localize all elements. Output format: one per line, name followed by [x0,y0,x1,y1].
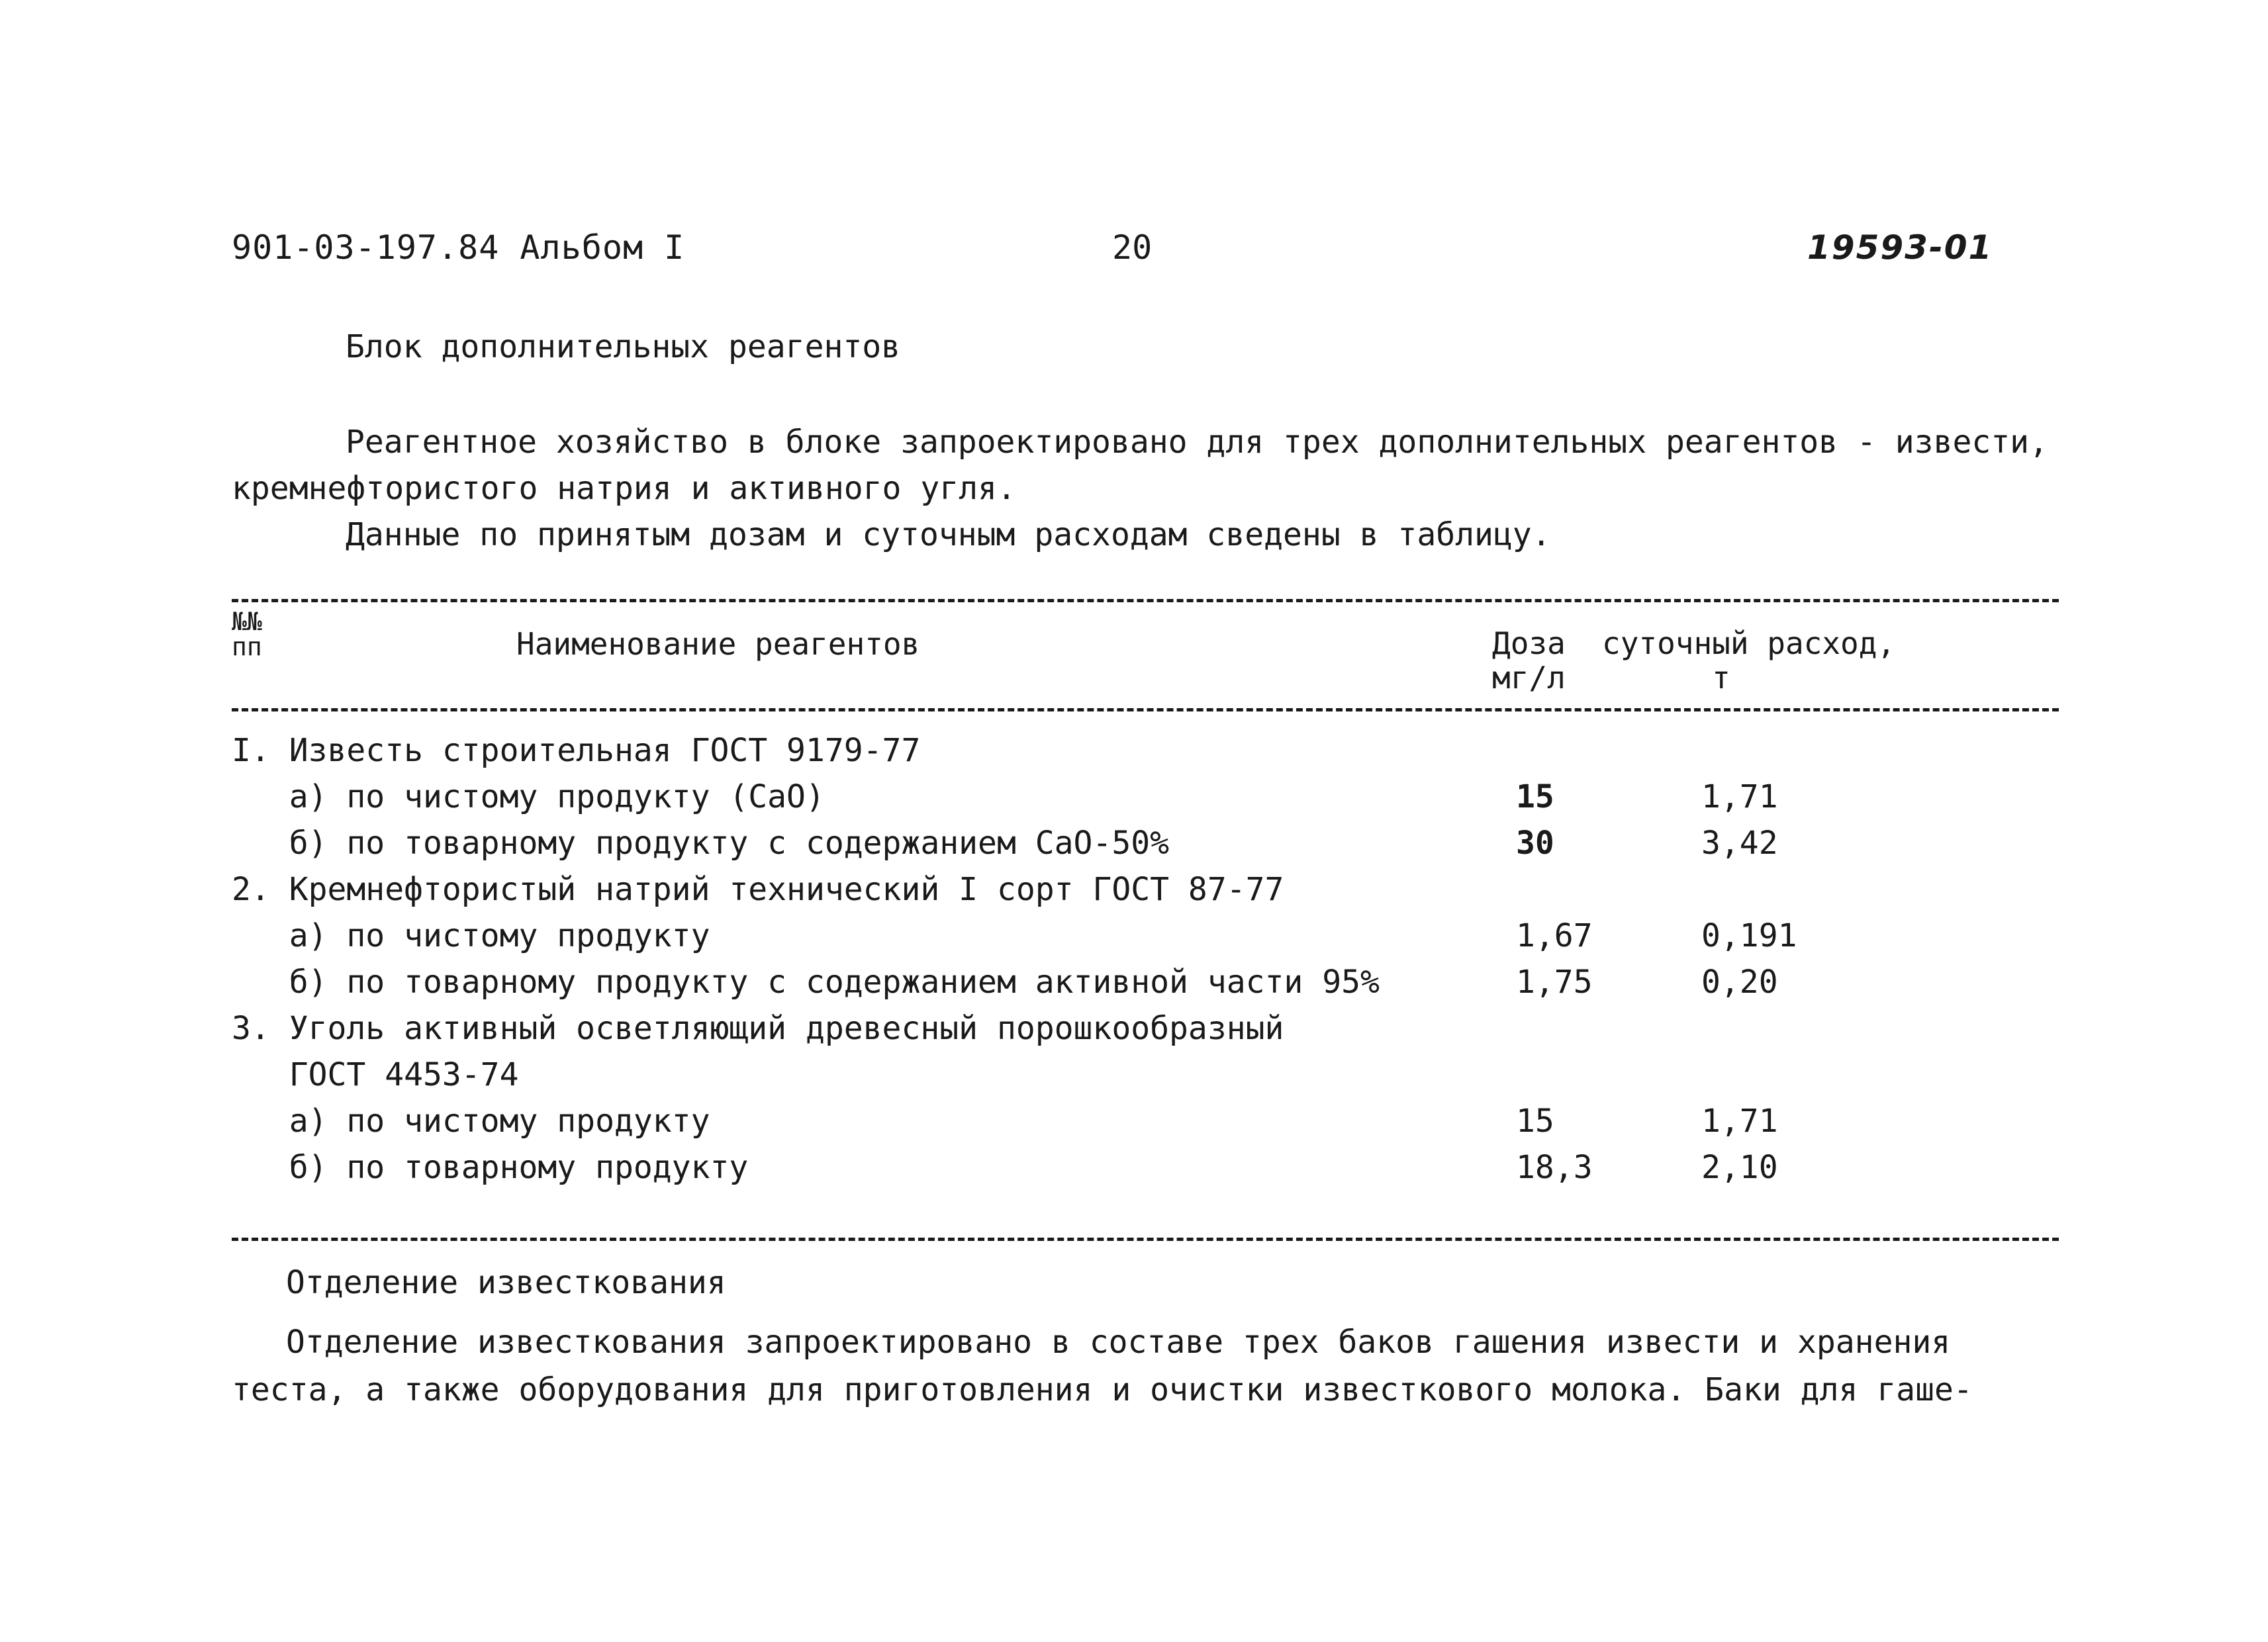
table-header-dose: Доза мг/л [1492,625,1566,696]
section-title: Блок дополнительных реагентов [346,328,901,365]
paragraph-2: Данные по принятым дозам и суточным расходам сведены в таблицу. [346,516,1551,553]
table-header-name: Наименование реагентов [516,626,920,662]
table-row-label: ГОСТ 4453-74 [232,1056,519,1093]
table-row-label: б) по товарному продукту с содержанием активной части 95% [232,964,1380,1001]
table-row-daily: 2,10 [1701,1149,1778,1186]
table-row-dose: 15 [1516,1103,1554,1140]
subsection-title: Отделение известкования [286,1264,726,1301]
table-header-daily-consumption: суточный расход, т [1602,625,1896,696]
subsection-paragraph-line-2: теста, а также оборудования для приготовления и очистки известкового молока. Баки для гаше- [232,1371,1973,1408]
table-bottom-rule [232,1238,2059,1241]
paragraph-1-line-1: Реагентное хозяйство в блоке запроектировано для трех дополнительных реагентов - извести, [346,424,2048,461]
table-row-dose: 30 [1516,825,1554,862]
table-row-label: 2. Кремнефтористый натрий технический I сорт ГОСТ 87-77 [232,871,1284,908]
table-header-number: №№ пп [232,607,262,661]
table-row-label: б) по товарному продукту [232,1149,749,1186]
table-row-daily: 1,71 [1701,778,1778,815]
table-row-dose: 15 [1516,778,1554,815]
document-code: 901-03-197.84 Альбом I [232,228,685,267]
table-row-dose: 1,75 [1516,964,1593,1001]
table-header-rule [232,708,2059,711]
table-row-label: а) по чистому продукту [232,917,710,954]
handwritten-stamp-number: 19593-01 [1807,228,1993,267]
table-row-label: 3. Уголь активный осветляющий древесный порошкообразный [232,1010,1284,1047]
table-row-label: а) по чистому продукту (СаО) [232,778,825,815]
page-number: 20 [1112,228,1153,267]
table-row-dose: 18,3 [1516,1149,1593,1186]
table-row-daily: 0,20 [1701,964,1778,1001]
table-row-label: I. Известь строительная ГОСТ 9179-77 [232,732,921,769]
table-row-daily: 3,42 [1701,825,1778,862]
table-top-rule [232,599,2059,602]
table-row-label: б) по товарному продукту с содержанием СаО-50% [232,825,1170,862]
table-row-dose: 1,67 [1516,917,1593,954]
table-row-label: а) по чистому продукту [232,1103,710,1140]
subsection-paragraph-line-1: Отделение известкования запроектировано в составе трех баков гашения извести и хранения [286,1324,1951,1361]
table-row-daily: 0,191 [1701,917,1797,954]
table-row-daily: 1,71 [1701,1103,1778,1140]
paragraph-1-line-2: кремнефтористого натрия и активного угля. [232,470,1016,507]
